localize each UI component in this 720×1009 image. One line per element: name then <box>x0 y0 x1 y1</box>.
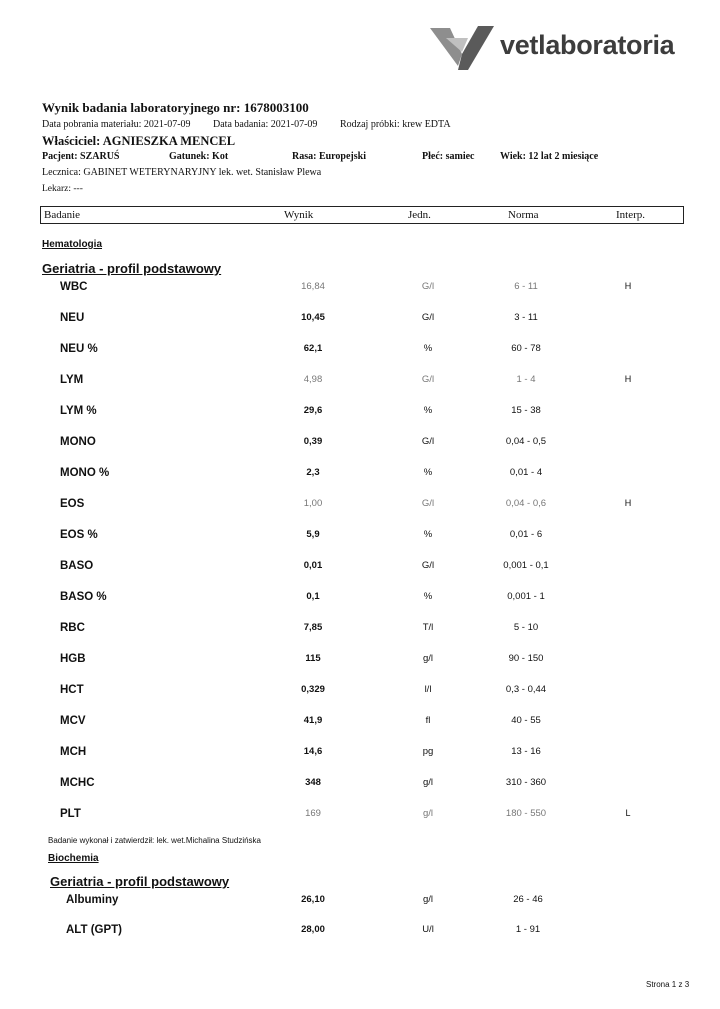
test-value: 28,00 <box>301 924 325 935</box>
table-row <box>0 436 720 456</box>
test-name: NEU <box>60 312 85 324</box>
test-name: MCH <box>60 746 87 758</box>
test-name: ALT (GPT) <box>66 924 122 936</box>
test-value: 29,6 <box>303 405 323 416</box>
sex: Płeć: samiec <box>422 151 475 162</box>
test-unit: G/l <box>421 498 435 509</box>
test-name: NEU % <box>60 343 98 355</box>
test-name: RBC <box>60 622 85 634</box>
table-row <box>0 746 720 766</box>
table-row <box>0 281 720 301</box>
table-row <box>0 894 720 914</box>
test-value: 0,01 <box>303 560 323 571</box>
test-name: WBC <box>60 281 88 293</box>
sample-type: Rodzaj próbki: krew EDTA <box>340 119 451 130</box>
test-unit: g/l <box>422 808 434 819</box>
table-row <box>0 715 720 735</box>
test-value: 115 <box>305 653 321 664</box>
test-norm: 310 - 360 <box>505 777 547 788</box>
test-norm: 0,01 - 4 <box>509 467 543 478</box>
test-norm: 5 - 10 <box>513 622 539 633</box>
test-unit: pg <box>422 746 434 757</box>
test-value: 14,6 <box>303 746 323 757</box>
test-value: 1,00 <box>303 498 323 509</box>
test-value: 41,9 <box>303 715 323 726</box>
test-name: BASO <box>60 560 94 572</box>
test-unit: G/l <box>421 374 435 385</box>
test-unit: g/l <box>422 894 434 905</box>
table-row <box>0 374 720 394</box>
test-name: PLT <box>60 808 81 820</box>
breed: Rasa: Europejski <box>292 151 366 162</box>
test-unit: g/l <box>422 653 434 664</box>
test-value: 0,39 <box>303 436 323 447</box>
test-norm: 0,001 - 1 <box>507 591 545 602</box>
test-unit: % <box>423 405 433 416</box>
test-norm: 13 - 16 <box>511 746 541 757</box>
patient: Pacjent: SZARUŚ <box>42 151 120 162</box>
test-value: 0,1 <box>306 591 320 602</box>
test-flag: H <box>624 281 632 291</box>
test-norm: 3 - 11 <box>514 312 538 323</box>
table-row <box>0 924 720 944</box>
test-unit: G/l <box>421 281 435 292</box>
test-value: 16,84 <box>301 281 325 292</box>
test-name: MCHC <box>60 777 95 789</box>
page-number: Strona 1 z 3 <box>646 980 690 989</box>
vetlab-v-logo-icon <box>428 24 498 74</box>
group-biochemistry-geriatric: Geriatria - profil podstawowy <box>50 874 230 889</box>
test-unit: T/l <box>422 622 434 633</box>
test-value: 4,98 <box>303 374 323 385</box>
test-name: LYM <box>60 374 84 386</box>
test-unit: % <box>423 467 433 478</box>
table-row <box>0 312 720 332</box>
test-value: 10,45 <box>301 312 325 323</box>
species: Gatunek: Kot <box>169 151 229 162</box>
col-result: Wynik <box>284 209 314 221</box>
test-name: EOS <box>60 498 85 510</box>
test-norm: 0,04 - 0,6 <box>505 498 547 509</box>
test-unit: U/l <box>422 924 434 935</box>
test-norm: 0,04 - 0,5 <box>505 436 547 447</box>
test-name: LYM % <box>60 405 97 417</box>
logo-text: vetlaboratoria <box>500 30 675 60</box>
table-row <box>0 529 720 549</box>
section-biochemistry: Biochemia <box>48 853 99 864</box>
doctor: Lekarz: --- <box>42 184 83 194</box>
col-norm: Norma <box>508 209 539 221</box>
test-flag: L <box>625 808 631 818</box>
test-unit: % <box>423 591 433 602</box>
test-value: 62,1 <box>303 343 323 354</box>
signature-note: Badanie wykonał i zatwierdził: lek. wet.Michalina Studzińska <box>48 836 261 845</box>
collection-date: Data pobrania materiału: 2021-07-09 <box>42 119 191 130</box>
test-value: 5,9 <box>306 529 320 540</box>
age: Wiek: 12 lat 2 miesiące <box>500 151 599 162</box>
clinic: Lecznica: GABINET WETERYNARYJNY lek. wet. Stanisław Plewa <box>42 167 322 178</box>
table-row <box>0 498 720 518</box>
test-norm: 60 - 78 <box>511 343 541 354</box>
table-row <box>0 777 720 797</box>
test-name: Albuminy <box>66 894 119 906</box>
test-unit: g/l <box>422 777 434 788</box>
table-row <box>0 808 720 828</box>
table-row <box>0 591 720 611</box>
test-norm: 26 - 46 <box>513 894 543 905</box>
table-row <box>0 560 720 580</box>
test-name: HGB <box>60 653 86 665</box>
col-interp: Interp. <box>616 209 646 221</box>
table-row <box>0 405 720 425</box>
group-hematology-geriatric: Geriatria - profil podstawowy <box>42 261 222 276</box>
test-name: HCT <box>60 684 84 696</box>
test-value: 2,3 <box>306 467 320 478</box>
test-value: 169 <box>305 808 321 819</box>
column-header <box>40 206 684 224</box>
owner: Właściciel: AGNIESZKA MENCEL <box>42 134 236 148</box>
vetlaboratoria-logo <box>428 24 698 74</box>
test-norm: 0,01 - 6 <box>509 529 543 540</box>
section-hematology: Hematologia <box>42 239 103 250</box>
test-norm: 6 - 11 <box>514 281 538 292</box>
test-name: EOS % <box>60 529 98 541</box>
test-value: 0,329 <box>301 684 325 695</box>
report-title: Wynik badania laboratoryjnego nr: 1678003100 <box>42 100 309 115</box>
test-unit: % <box>423 343 433 354</box>
test-value: 26,10 <box>301 894 325 905</box>
test-unit: G/l <box>421 560 435 571</box>
test-norm: 1 - 4 <box>516 374 536 385</box>
test-flag: H <box>624 498 632 508</box>
test-norm: 180 - 550 <box>505 808 547 819</box>
test-unit: l/l <box>424 684 432 695</box>
test-norm: 0,3 - 0,44 <box>505 684 547 695</box>
exam-date: Data badania: 2021-07-09 <box>213 119 318 130</box>
test-norm: 40 - 55 <box>511 715 541 726</box>
test-name: MONO % <box>60 467 110 479</box>
table-row <box>0 684 720 704</box>
table-row <box>0 653 720 673</box>
table-row <box>0 467 720 487</box>
test-norm: 0,001 - 0,1 <box>503 560 549 571</box>
test-name: MCV <box>60 715 86 727</box>
test-unit: G/l <box>421 312 435 323</box>
test-name: BASO % <box>60 591 107 603</box>
col-test: Badanie <box>44 209 81 221</box>
table-row <box>0 343 720 363</box>
test-unit: G/l <box>421 436 435 447</box>
test-norm: 1 - 91 <box>515 924 541 935</box>
table-row <box>0 622 720 642</box>
col-unit: Jedn. <box>408 209 431 221</box>
test-flag: H <box>624 374 632 384</box>
test-unit: fl <box>425 715 431 726</box>
test-unit: % <box>423 529 433 540</box>
test-value: 7,85 <box>303 622 323 633</box>
test-norm: 15 - 38 <box>511 405 541 416</box>
test-name: MONO <box>60 436 96 448</box>
test-norm: 90 - 150 <box>508 653 544 664</box>
test-value: 348 <box>305 777 321 788</box>
